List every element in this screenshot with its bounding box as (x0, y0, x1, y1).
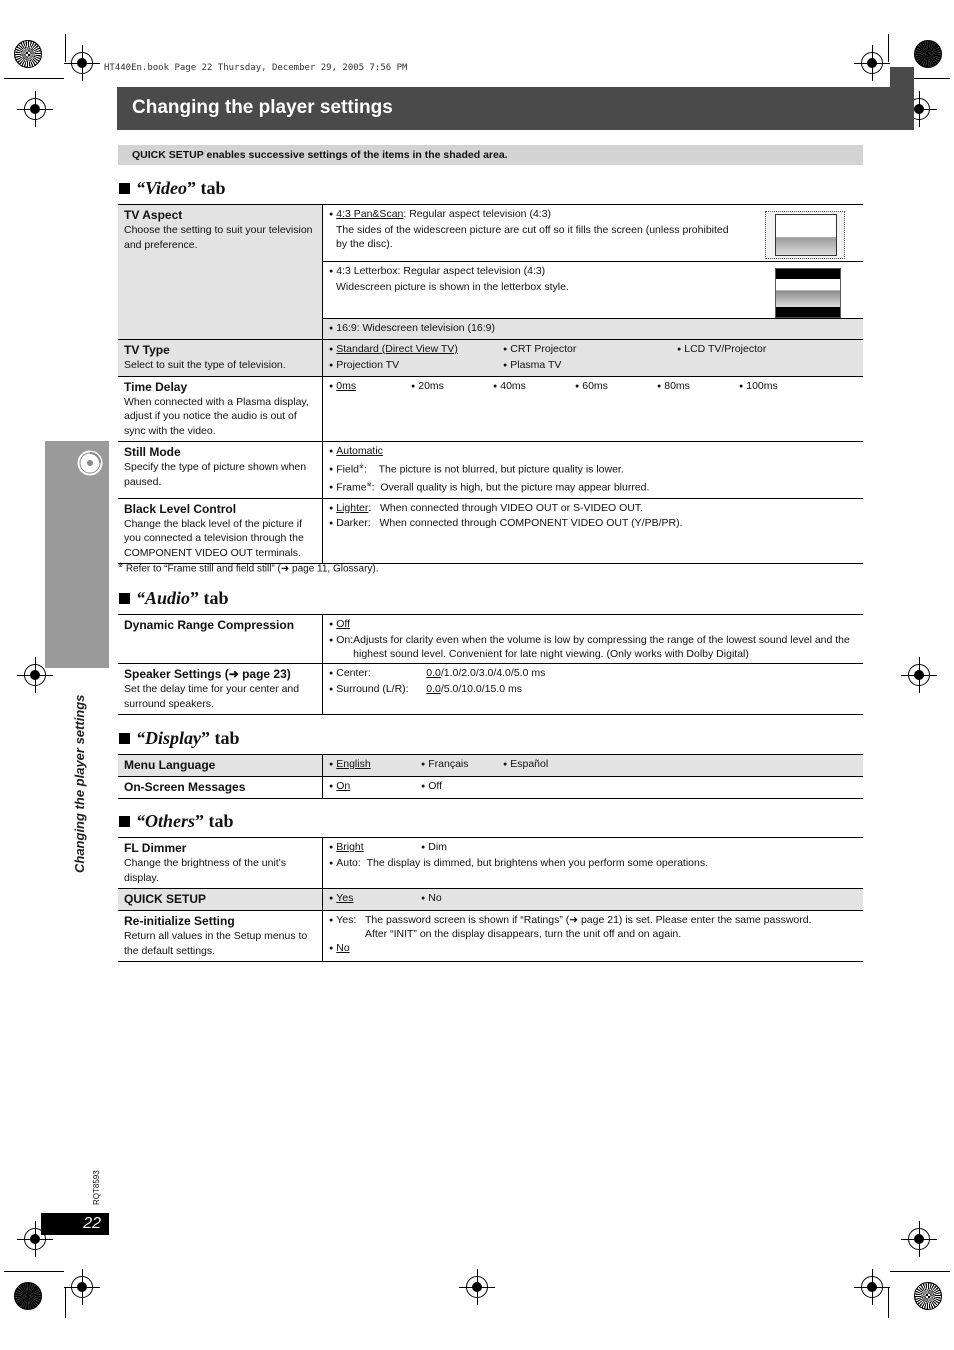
quick-setup-note: QUICK SETUP enables successive settings of the items in the shaded area. (132, 149, 508, 161)
time-delay-label-cell: Time Delay When connected with a Plasma display, adjust if you notice the audio is out of sync with the video. (118, 376, 323, 442)
option-darker[interactable]: ● Darker: When connected through COMPONENT VIDEO OUT (Y/PB/PR). (329, 516, 857, 532)
crop-mark (888, 1288, 889, 1318)
option-40ms[interactable]: ● 40ms (493, 379, 575, 395)
option-no[interactable]: ● No (421, 891, 442, 907)
panscan-tv-illustration (765, 211, 845, 259)
option-lighter[interactable]: ● Lighter: When connected through VIDEO OUT or S-VIDEO OUT. (329, 501, 857, 517)
section-heading-audio: “Audio” tab (119, 588, 229, 609)
audio-settings-table (118, 614, 863, 715)
option-80ms[interactable]: ● 80ms (657, 379, 739, 395)
tv-aspect-label-cell (118, 205, 323, 340)
quick-setup-options (323, 889, 864, 911)
time-delay-options (323, 376, 864, 442)
disc-icon (76, 449, 104, 477)
crosshair-mark-icon (71, 1276, 93, 1298)
option-francais[interactable]: ● Français (421, 757, 503, 773)
registration-sunburst-icon (14, 40, 42, 68)
section-heading-display: “Display” tab (119, 728, 240, 749)
speaker-label-cell: Speaker Settings (➜ page 23) Set the delay time for your center and surround speakers. (118, 664, 323, 715)
option-field[interactable]: ● Field※: The picture is not blurred, but picture quality is lower. (329, 460, 857, 478)
option-on[interactable]: ● On (329, 779, 421, 795)
option-center[interactable]: ● Center: 0.0/1.0/2.0/3.0/4.0/5.0 ms (329, 666, 857, 682)
reinit-label-cell: Re-initialize Setting Return all values in the Setup menus to the default settings. (118, 911, 323, 962)
crosshair-mark-icon (908, 1228, 930, 1250)
option-no[interactable]: ● No (329, 941, 857, 957)
option-off[interactable]: ● Off (329, 617, 857, 633)
tv-aspect-letterbox-option[interactable]: ● 4:3 Letterbox: Regular aspect television (4:3) Widescreen picture is shown in the letterbox style. (323, 262, 864, 319)
option-yes[interactable]: ● Yes (329, 891, 421, 907)
option-surround[interactable]: ● Surround (L/R): 0.0/5.0/10.0/15.0 ms (329, 682, 857, 698)
option-crt-projector[interactable]: ● CRT Projector (503, 342, 677, 358)
speaker-options (323, 664, 864, 715)
section-heading-video: “Video” tab (119, 178, 226, 199)
crosshair-mark-icon (861, 52, 883, 74)
letterbox-tv-illustration (775, 268, 841, 318)
option-frame[interactable]: ● Frame※: Overall quality is high, but the picture may appear blurred. (329, 478, 857, 496)
option-on[interactable]: ● On: Adjusts for clarity even when the volume is low by compressing the range of the lowest sound level and the highest sound level. Convenient for late night viewing. (Only works with Dolby Digital) (329, 633, 857, 661)
option-yes[interactable]: ● Yes: The password screen is shown if “Ratings” (➜ page 21) is set. Please enter the same password. After “INIT” on the display disappears, turn the unit off and on again. (329, 913, 857, 941)
menu-language-label-cell: Menu Language (118, 755, 323, 777)
registration-sunburst-icon (914, 40, 942, 68)
display-settings-table (118, 754, 863, 799)
section-heading-others: “Others” tab (119, 811, 234, 832)
registration-sunburst-icon (914, 1282, 942, 1310)
square-bullet-icon (119, 816, 130, 827)
crop-mark (65, 34, 66, 62)
option-auto[interactable]: ● Auto: The display is dimmed, but brightens when you perform some operations. (329, 856, 857, 872)
option-dim[interactable]: ● Dim (421, 840, 447, 856)
crosshair-mark-icon (24, 664, 46, 686)
page-title: Changing the player settings (132, 97, 393, 118)
drc-label-cell: Dynamic Range Compression (118, 615, 323, 664)
page-number-box (41, 1213, 109, 1235)
option-english[interactable]: ● English (329, 757, 421, 773)
crop-mark (888, 34, 889, 62)
option-off[interactable]: ● Off (421, 779, 442, 795)
menu-language-options (323, 755, 864, 777)
crosshair-mark-icon (71, 52, 93, 74)
crop-mark (4, 1271, 64, 1272)
option-standard[interactable]: ● Standard (Direct View TV) (329, 342, 503, 358)
still-mode-label-cell: Still Mode Specify the type of picture shown when paused. (118, 442, 323, 499)
black-level-options (323, 498, 864, 564)
osm-label-cell: On-Screen Messages (118, 777, 323, 799)
square-bullet-icon (119, 183, 130, 194)
page-number: 22 (83, 1215, 101, 1232)
fl-dimmer-options (323, 838, 864, 889)
option-100ms[interactable]: ● 100ms (739, 379, 778, 395)
tv-aspect-wide-option[interactable]: ● 16:9: Widescreen television (16:9) (323, 319, 864, 340)
square-bullet-icon (119, 733, 130, 744)
crosshair-mark-icon (861, 1276, 883, 1298)
square-bullet-icon (119, 593, 130, 604)
drc-options (323, 615, 864, 664)
option-60ms[interactable]: ● 60ms (575, 379, 657, 395)
black-level-label-cell: Black Level Control Change the black level of the picture if you connected a television through the COMPONENT VIDEO OUT terminals. (118, 498, 323, 564)
tv-type-label-cell: TV Type Select to suit the type of television. (118, 340, 323, 377)
file-header: HT440En.book Page 22 Thursday, December 29, 2005 7:56 PM (104, 63, 408, 73)
tv-type-options (323, 340, 864, 377)
option-lcd[interactable]: ● LCD TV/Projector (677, 342, 766, 358)
option-projection-tv[interactable]: ● Projection TV (329, 358, 503, 374)
tv-aspect-title: TV Aspect (124, 208, 183, 222)
crop-mark (65, 1288, 66, 1318)
osm-options (323, 777, 864, 799)
sidebar-tab (45, 441, 109, 668)
tv-aspect-desc: Choose the setting to suit your television and preference. (124, 224, 313, 251)
option-bright[interactable]: ● Bright (329, 840, 421, 856)
option-espanol[interactable]: ● Español (503, 757, 548, 773)
reinit-options (323, 911, 864, 962)
sidebar-label: Changing the player settings (72, 694, 87, 873)
title-bar (117, 87, 914, 130)
crosshair-mark-icon (466, 1276, 488, 1298)
others-settings-table (118, 837, 863, 962)
footnote: ※ Refer to “Frame still and field still” (➜ page 11, Glossary). (118, 563, 379, 575)
crosshair-mark-icon (908, 664, 930, 686)
fl-dimmer-label-cell: FL Dimmer Change the brightness of the unit's display. (118, 838, 323, 889)
video-settings-table (118, 204, 863, 564)
crop-mark (890, 1271, 950, 1272)
quick-setup-label-cell: QUICK SETUP (118, 889, 323, 911)
quick-setup-note-bar (118, 145, 863, 165)
registration-sunburst-icon (14, 1282, 42, 1310)
tv-aspect-panscan-option[interactable]: ● 4:3 Pan&Scan: Regular aspect television (4:3) The sides of the widescreen picture are cut off so it fills the screen (unless prohibited by the disc). (323, 205, 864, 262)
still-mode-options (323, 442, 864, 499)
option-0ms[interactable]: ● 0ms (329, 379, 411, 395)
crosshair-mark-icon (24, 98, 46, 120)
option-plasma-tv[interactable]: ● Plasma TV (503, 358, 561, 374)
crop-mark (4, 78, 64, 79)
option-20ms[interactable]: ● 20ms (411, 379, 493, 395)
option-automatic[interactable]: ● Automatic (329, 444, 857, 460)
